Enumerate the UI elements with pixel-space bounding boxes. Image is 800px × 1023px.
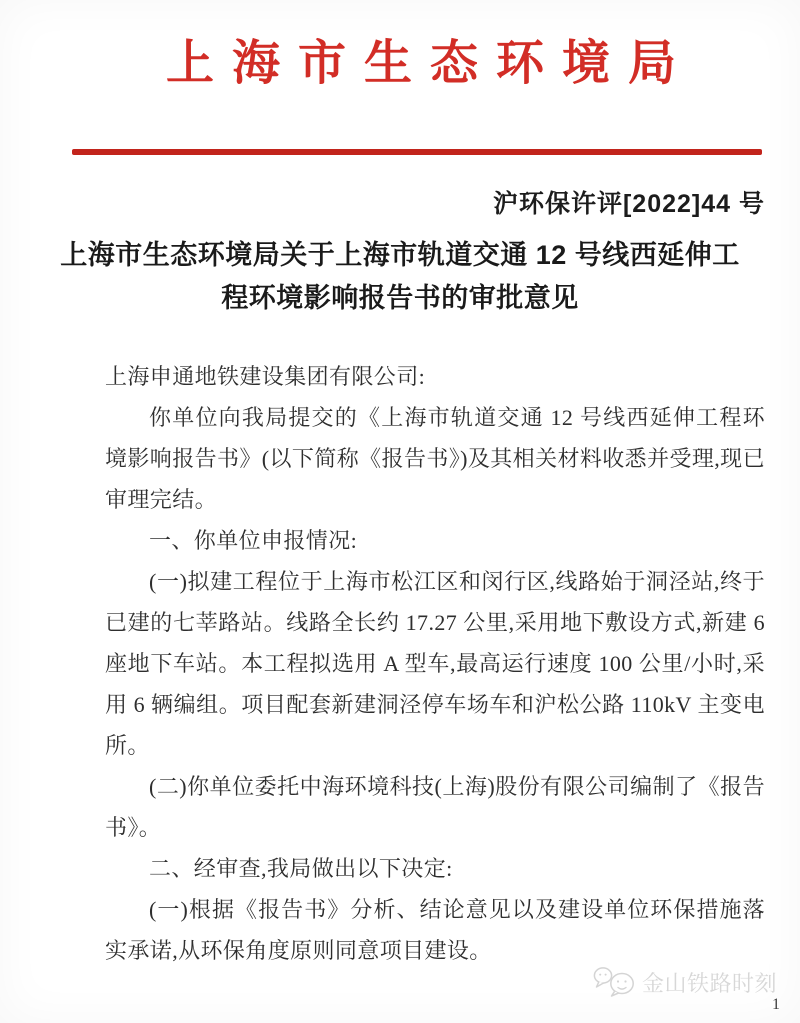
red-divider-line [72, 149, 762, 155]
document-title: 上海市生态环境局关于上海市轨道交通 12 号线西延伸工程环境影响报告书的审批意见 [60, 240, 740, 313]
watermark-label: 金山铁路时刻 [641, 970, 777, 996]
body-paragraph: 你单位向我局提交的《上海市轨道交通 12 号线西延伸工程环境影响报告书》(以下简称《报告书》)及其相关材料收悉并受理,现已审理完结。 [105, 405, 765, 512]
body-paragraph: (一)根据《报告书》分析、结论意见以及建设单位环保措施落实承诺,从环保角度原则同意项目建设。 [105, 897, 765, 963]
body-paragraph: (一)拟建工程位于上海市松江区和闵行区,线路始于洞泾站,终于已建的七莘路站。线路全长约 17.27 公里,采用地下敷设方式,新建 6 座地下车站。本工程拟选用 A 型车,最高运行速度 100 公里/小时,采用 6 辆编组。项目配套新建洞泾停车场车和沪松公路 110kV 主变电所。 [105, 569, 765, 758]
watermark [592, 966, 777, 998]
document-reference-number: 沪环保许评[2022]44 号 [492, 190, 765, 218]
chat-bubbles-icon [592, 966, 638, 998]
document-body [105, 356, 765, 971]
agency-masthead-title: 上海市生态环境局 [165, 37, 694, 90]
section-heading-1: 一、你单位申报情况: [149, 528, 358, 553]
body-paragraph: (二)你单位委托中海环境科技(上海)股份有限公司编制了《报告书》。 [105, 774, 765, 840]
page-number: 1 [772, 996, 780, 1013]
salutation-line: 上海申通地铁建设集团有限公司: [105, 364, 426, 389]
section-heading-2: 二、经审查,我局做出以下决定: [149, 856, 453, 881]
